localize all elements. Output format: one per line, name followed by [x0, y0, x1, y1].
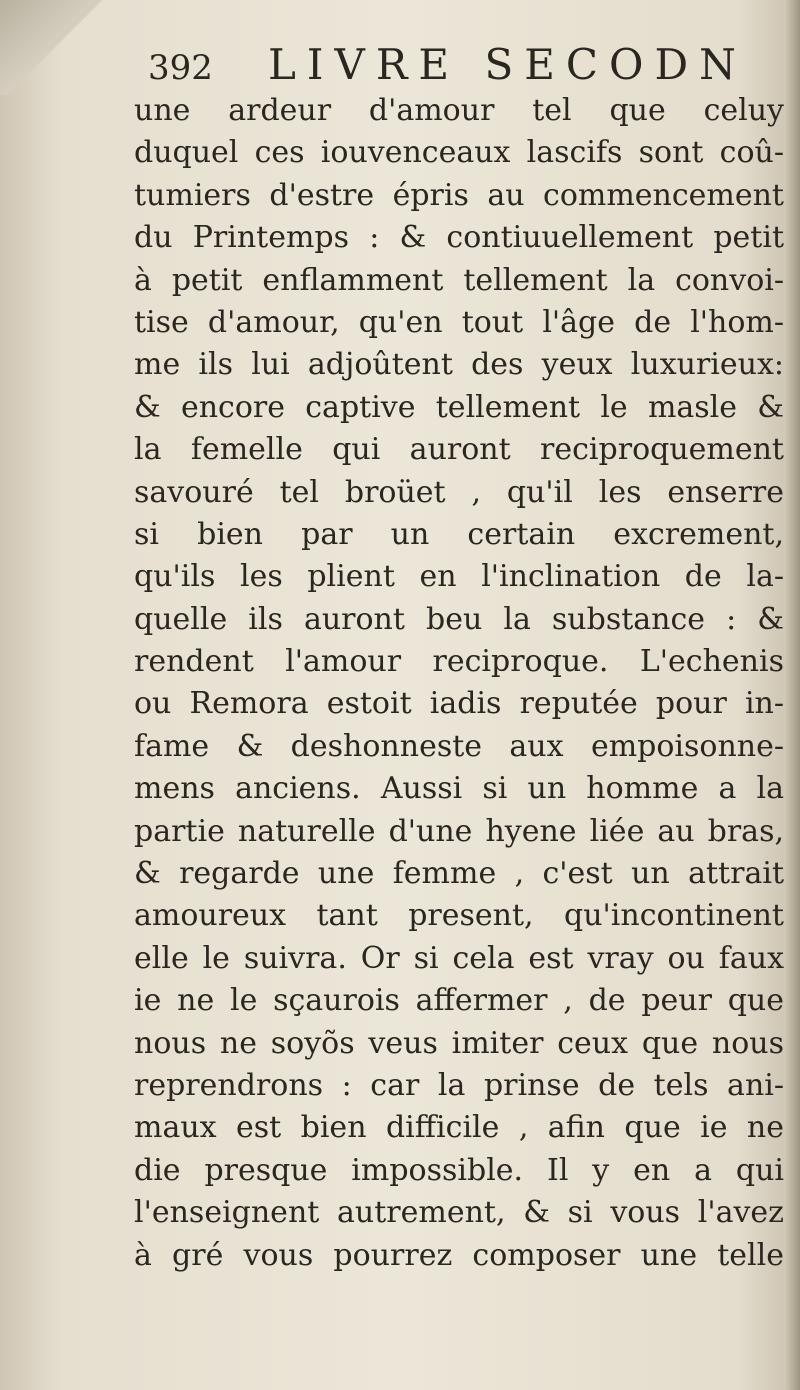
text-line: mens anciens. Aussi si un homme a la	[134, 771, 784, 807]
text-line: ou Remora estoit iadis reputée pour in-	[134, 686, 784, 722]
text-line: si bien par un certain excrement,	[134, 516, 784, 552]
text-line: partie naturelle d'une hyene liée au bras,	[134, 813, 784, 849]
text-line: amoureux tant present, qu'incontinent	[134, 898, 784, 934]
text-line: une ardeur d'amour tel que celuy	[134, 93, 784, 128]
text-line: maux est bien difficile , afin que ie ne	[134, 1110, 784, 1146]
running-head: LIVRE SECODN	[268, 40, 747, 89]
text-line: quelle ils auront beu la substance : &	[134, 601, 784, 637]
text-line: tumiers d'estre épris au commencement	[134, 177, 784, 213]
text-line: la femelle qui auront reciproquement	[134, 432, 784, 468]
text-line: me ils lui adjoûtent des yeux luxurieux:	[134, 347, 784, 383]
text-line: elle le suivra. Or si cela est vray ou faux	[134, 940, 784, 976]
text-line: à gré vous pourrez composer une telle	[134, 1237, 784, 1273]
text-line: savouré tel broüet , qu'il les enserre	[134, 474, 784, 510]
text-line: l'enseignent autrement, & si vous l'avez	[134, 1195, 784, 1231]
text-line: reprendrons : car la prinse de tels ani-	[134, 1067, 784, 1103]
text-line: du Printemps : & contiuuellement petit	[134, 220, 784, 256]
text-line: qu'ils les plient en l'inclination de la-	[134, 559, 784, 595]
page-header	[148, 40, 748, 92]
page-edge	[786, 0, 800, 1390]
text-line: & regarde une femme , c'est un attrait	[134, 856, 784, 892]
folded-corner	[0, 0, 130, 95]
body-text	[134, 90, 784, 1277]
text-line: tise d'amour, qu'en tout l'âge de l'hom-	[134, 304, 784, 340]
text-line: nous ne soyõs veus imiter ceux que nous	[134, 1025, 784, 1061]
text-line: fame & deshonneste aux empoisonne-	[134, 728, 784, 764]
text-line: & encore captive tellement le masle &	[134, 389, 784, 425]
text-line: die presque impossible. Il y en a qui	[134, 1152, 784, 1188]
text-line: ie ne le sçaurois affermer , de peur que	[134, 983, 784, 1019]
text-line: duquel ces iouvenceaux lascifs sont coû-	[134, 135, 784, 171]
page-number: 392	[148, 48, 213, 88]
text-line: à petit enflamment tellement la convoi-	[134, 262, 784, 298]
text-line: rendent l'amour reciproque. L'echenis	[134, 644, 784, 680]
